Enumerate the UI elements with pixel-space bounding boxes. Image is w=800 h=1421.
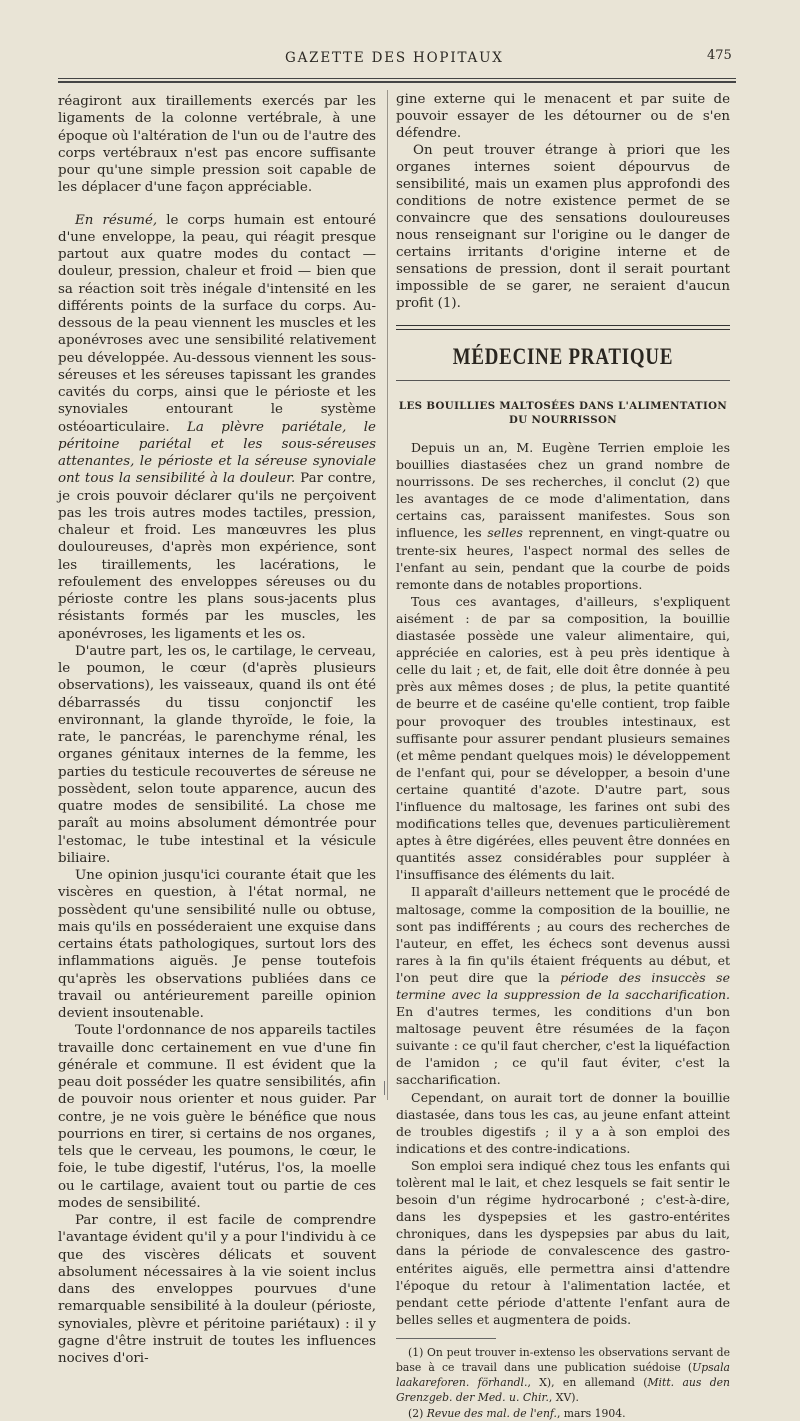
paragraph-summary — [58, 212, 376, 643]
column-divider — [387, 90, 388, 1100]
paragraph: Toute l'ordonnance de nos appareils tactiles travaille donc certainement en vue d'une fin générale et commune. Il est évident que la peau doit posséder les quatre sensibilités, afin de pouvoir nous orienter et nous guider. Par contre, je ne vois guère le bénéfice que nous pourrions en tirer, si certains de nos organes, tels que le cerveau, les poumons, le cœur, le foie, le tube digestif, l'utérus, l'os, la moelle ou le cartilage, avaient tout ou partie de ces modes de sensibilité. — [58, 1023, 376, 1211]
paragraph: Tous ces avantages, d'ailleurs, s'expliquent aisément : de par sa composition, la bouillie diastasée possède une valeur alimentaire, qui, appréciée en calories, est à peu près identique à celle du lait ; et, de fait, elle doit être donnée à peu près aux mêmes doses ; de plus, la petite quantité de beurre et de caséine qu'elle contient, trop faible pour provoquer des troubles intestinaux, est suffisante pour assurer pendant plusieurs semaines (et même pendant quelques mois) le développement de l'enfant qui, pour se développer, a besoin d'une certaine quantité d'azote. D'autre part, sous l'influence du maltosage, les farines ont subi des modifications telles que, devenues particulièrement aptes à être digérées, elles peuvent être données en quantités assez considérables pour suppléer à l'insuffisance des éléments du lait. — [396, 593, 730, 883]
paragraph: Cependant, on aurait tort de donner la bouillie diastasée, dans tous les cas, au jeune enfant atteint de troubles digestifs ; il y a à son emploi des indications et des contre-indications. — [396, 1089, 730, 1156]
left-column — [58, 93, 376, 1367]
page-number: 475 — [707, 48, 732, 63]
footnotes — [396, 1345, 730, 1421]
text-run: Par contre, je crois pouvoir déclarer qu'ils ne perçoivent pas les trois autres modes tactiles, pression, chaleur et froid. Les manœuvres les plus douloureuses, d'après mon expérience, sont les tiraillements, les lacérations, le refoulement des enveloppes séreuses ou du périoste contre les plans sous-jacents plus résistants formés par les muscles, les aponévroses, les ligaments et les os. — [58, 471, 376, 642]
footnote — [396, 1406, 730, 1421]
citation-title: Upsala laakareforen. förhandl. — [396, 1360, 730, 1389]
paragraph: réagiront aux tiraillements exercés par les ligaments de la colonne vertébrale, à une époque où l'altération de l'un ou de l'autre des corps vertébraux n'est pas encore suffisante pour qu'une simple pression soit capable de les déplacer d'une façon appréciable. — [58, 94, 376, 196]
paragraph — [396, 439, 730, 593]
article-title — [396, 399, 730, 427]
paragraph: Par contre, il est facile de comprendre l'avantage évident qu'il y a pour l'individu à ce que des viscères délicats et souvent absolument nécessaires à la vie soient inclus dans des enveloppes pourvues d'une remarquable sensibilité à la douleur (périoste, synoviales, plèvre et péritoine pariétaux) : il y gagne d'être instruit de toutes les influences nocives d'ori- — [58, 1213, 376, 1366]
text-run: Il apparaît d'ailleurs nettement que le procédé de maltosage, comme la composition de la bouillie, ne sont pas indifférents ; au cours des recherches de l'auteur, en effet, les échecs sont devenus aussi rares à la fin qu'ils étaient fréquents au début, et l'on peut dire que la — [396, 884, 730, 985]
text-run: , mars 1904. — [556, 1406, 626, 1420]
paragraph: Une opinion jusqu'ici courante était que les viscères en question, à l'état normal, ne possèdent qu'une sensibilité nulle ou obtuse, mais qu'ils en posséderaient une exquise dans certains états pathologiques, surtout lors des inflammations aiguës. Je pense toutefois qu'après les observations publiées dans ce travail ou antérieurement pareille opinion devient insoutenable. — [58, 868, 376, 1021]
lead-in: En résumé, — [75, 212, 158, 228]
paragraph — [396, 883, 730, 1088]
text-run: reprennent, en vingt-quatre ou trente-six heures, l'aspect normal des selles de l'enfant au sein, pendant que la courbe de poids remonte dans de notables proportions. — [396, 525, 730, 592]
right-column — [396, 91, 730, 1421]
text-run: , XV). — [548, 1390, 579, 1404]
text-run: (2) — [408, 1406, 427, 1420]
article-body — [396, 439, 730, 1328]
running-head: GAZETTE DES HOPITAUX — [285, 50, 504, 66]
margin-mark — [384, 1081, 387, 1095]
text-run: , X), en allemand ( — [527, 1375, 648, 1389]
paragraph: On peut trouver étrange à priori que les organes internes soient dépourvus de sensibilité, mais un examen plus approfondi des conditions de notre existence permet de se convaincre que des sensations douloureuses nous renseignant sur l'origine ou le danger de certains irritants d'origine interne et de sensations de pression, dont il serait pourtant impossible de se garer, ne seraient d'aucun profit (1). — [396, 143, 730, 311]
footnote — [396, 1345, 730, 1405]
paragraph: Son emploi sera indiqué chez tous les enfants qui tolèrent mal le lait, et chez lesquels se fait sentir le besoin d'un régime hydrocarboné ; c'est-à-dire, dans les dyspepsies et les gastro-entérites chroniques, dans les dyspepsies par abus du lait, dans la période de convalescence des gastro-entérites aiguës, elle permettra ainsi d'attendre l'époque du retour à l'alimentation lactée, et pendant cette période d'attente l'enfant aura de belles selles et augmentera de poids. — [396, 1157, 730, 1327]
section-rule — [396, 325, 730, 330]
article-title-line: DU NOURRISSON — [509, 414, 617, 426]
section-rule-thin — [396, 380, 730, 381]
emphasized-text: selles — [487, 525, 523, 541]
emphasized-text: La plèvre pariétale, le péritoine pariétal et les sous-séreuses attenantes, le périoste et la séreuse synoviale ont tous la sensibilité à la douleur. — [58, 419, 376, 487]
emphasized-text: période des insuccès se termine avec la suppression de la saccharification. — [396, 969, 730, 1002]
text-run: Depuis un an, M. Eugène Terrien emploie les bouillies diastasées chez un grand nombre de nourrissons. De ses recherches, il conclut (2) que les avantages de ce mode d'alimentation, dans certains cas, paraissent manifestes. Sous son influence, les — [396, 440, 730, 541]
paragraph: D'autre part, les os, le cartilage, le cerveau, le poumon, le cœur (d'après plusieurs observations), les vaisseaux, quand ils ont été débarrassés du tissu conjonctif les environnant, la glande thyroïde, le foie, la rate, le pancréas, le parenchyme rénal, les organes génitaux internes de la femme, les parties du testicule recouvertes de séreuse ne possèdent, selon toute apparence, aucun des quatre modes de sensibilité. La chose me paraît au moins absolument démontrée pour l'estomac, le tube intestinal et la vésicule biliaire. — [58, 643, 376, 866]
header-rule — [58, 78, 736, 83]
citation-title: Mitt. aus den Grenzgeb. der Med. u. Chir. — [396, 1375, 731, 1404]
article-title-line: LES BOUILLIES MALTOSÉES DANS L'ALIMENTATION — [398, 400, 728, 412]
text-run: (1) On peut trouver in-extenso les observations servant de base à ce travail dans une publication suédoise ( — [396, 1345, 730, 1374]
text-run: le corps humain est entouré d'une enveloppe, la peau, qui réagit presque partout aux quatre modes du contact — douleur, pression, chaleur et froid — bien que sa réaction soit très inégale d'intensité en les différents points de la surface du corps. Au-dessous de la peau viennent les muscles et les aponévroses avec une sensibilité relativement peu développée. Au-dessous viennent les sous-séreuses et les séreuses tapissant les grandes cavités du corps, ainsi que le périoste et les synoviales entourant le système ostéoarticulaire. — [58, 212, 376, 435]
paragraph: gine externe qui le menacent et par suite de pouvoir essayer de les détourner ou de s'en défendre. — [396, 92, 730, 141]
section-title: MÉDECINE PRATIQUE — [452, 344, 674, 369]
footnote-rule — [396, 1338, 496, 1339]
citation-title: Revue des mal. de l'enf. — [426, 1406, 557, 1420]
text-run: En d'autres termes, les conditions d'un bon maltosage peuvent être résumées de la façon suivante : ce qu'il faut chercher, c'est la liquéfaction de l'amidon ; ce qu'il faut éviter, c'est la saccharification. — [396, 1004, 730, 1088]
